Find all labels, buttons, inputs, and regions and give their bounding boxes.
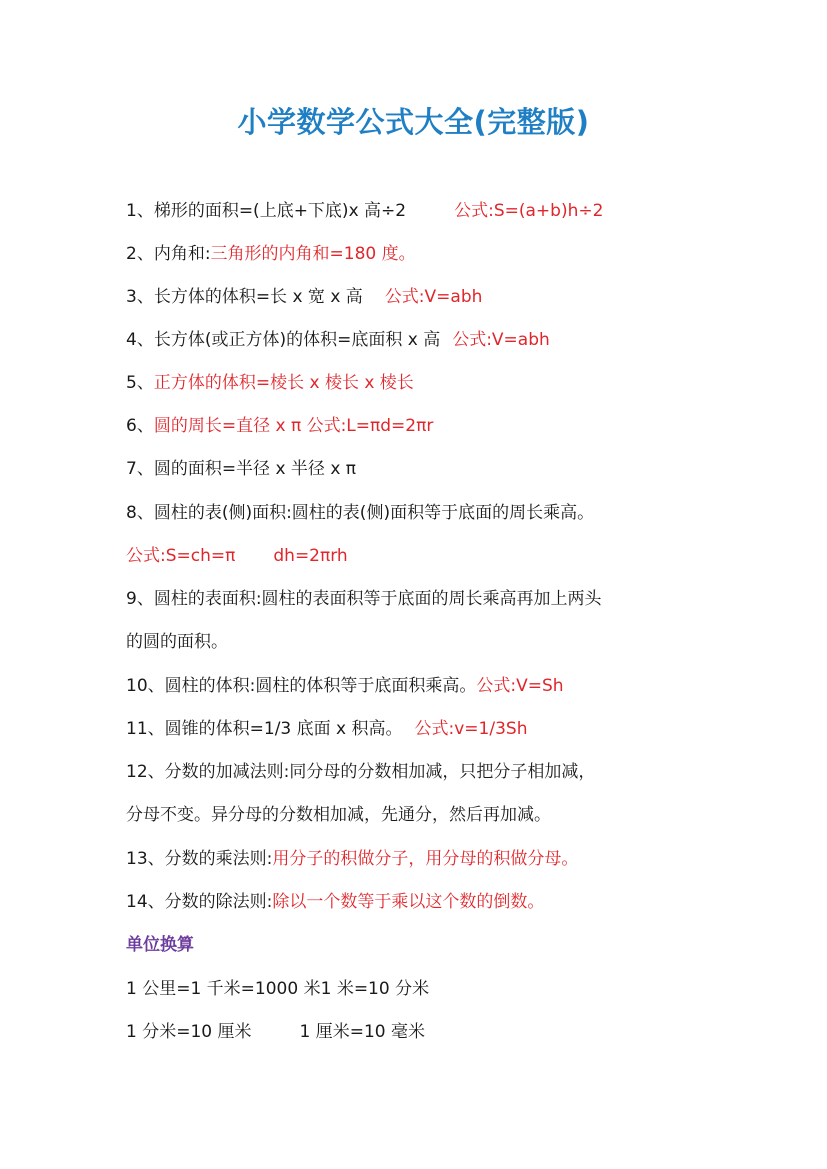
formula-line-14	[126, 891, 544, 913]
unit-text: 1 分米=10 厘米	[126, 1022, 252, 1042]
formula-expression: 公式:v=1/3Sh	[414, 719, 528, 739]
formula-expression: 正方体的体积=棱长 x 棱长 x 棱长	[153, 373, 414, 393]
formula-line-5	[126, 372, 414, 394]
unit-line-2	[126, 1021, 425, 1043]
formula-expression: 公式:V=abh	[384, 287, 483, 307]
formula-text: 分母不变。异分母的分数相加减，先通分，然后再加减。	[126, 805, 551, 825]
section-heading: 单位换算	[126, 935, 194, 955]
formula-text: 13、分数的乘法则:	[126, 849, 273, 869]
formula-expression: 除以一个数等于乘以这个数的倒数。	[272, 892, 545, 912]
formula-line-11	[126, 718, 527, 740]
formula-line-9-cont	[126, 631, 228, 653]
formula-text: 5、	[126, 373, 154, 393]
formula-line-8-expression	[126, 545, 348, 567]
formula-expression: 公式:S=(a+b)h÷2	[454, 201, 604, 221]
formula-text: 3、长方体的体积=长 x 宽 x 高	[126, 287, 363, 307]
formula-expression: 公式:V=Sh	[476, 676, 564, 696]
formula-text: 12、分数的加减法则:同分母的分数相加减，只把分子相加减，	[126, 762, 596, 782]
formula-expression-cont: dh=2πrh	[273, 546, 348, 566]
formula-line-10	[126, 675, 564, 697]
formula-text: 8、圆柱的表(侧)面积:圆柱的表(侧)面积等于底面的周长乘高。	[126, 503, 595, 523]
formula-line-4	[126, 329, 550, 351]
formula-expression: 用分子的积做分子，用分母的积做分母。	[272, 849, 579, 869]
formula-line-6	[126, 415, 433, 437]
formula-line-7	[126, 458, 356, 480]
formula-expression: 三角形的内角和=180 度。	[210, 244, 416, 264]
formula-text: 1、梯形的面积=(上底+下底)x 高÷2	[126, 201, 407, 221]
formula-line-12	[126, 761, 595, 783]
formula-text: 10、圆柱的体积:圆柱的体积等于底面积乘高。	[126, 676, 477, 696]
formula-line-1	[126, 200, 603, 222]
formula-line-3	[126, 286, 482, 308]
formula-expression: 公式:S=ch=π	[126, 546, 236, 566]
unit-text: 1 公里=1 千米=1000 米1 米=10 分米	[126, 979, 430, 999]
formula-line-8	[126, 502, 594, 524]
unit-line-1	[126, 978, 429, 1000]
formula-text: 6、	[126, 416, 154, 436]
formula-line-2	[126, 243, 416, 265]
formula-text: 11、圆锥的体积=1/3 底面 x 积高。	[126, 719, 403, 739]
formula-line-12-cont	[126, 804, 551, 826]
formula-text: 9、圆柱的表面积:圆柱的表面积等于底面的周长乘高再加上两头	[126, 589, 602, 609]
formula-expression: 圆的周长=直径 x π 公式:L=πd=2πr	[153, 416, 434, 436]
page-title: 小学数学公式大全(完整版)	[237, 105, 590, 139]
formula-text: 4、长方体(或正方体)的体积=底面积 x 高	[126, 330, 441, 350]
formula-text: 14、分数的除法则:	[126, 892, 273, 912]
unit-text-2: 1 厘米=10 毫米	[299, 1022, 425, 1042]
formula-line-13	[126, 848, 578, 870]
formula-text: 2、内角和:	[126, 244, 211, 264]
formula-text: 的圆的面积。	[126, 632, 228, 652]
formula-expression: 公式:V=abh	[452, 330, 550, 350]
formula-text: 7、圆的面积=半径 x 半径 x π	[126, 459, 357, 479]
formula-line-9	[126, 588, 602, 610]
